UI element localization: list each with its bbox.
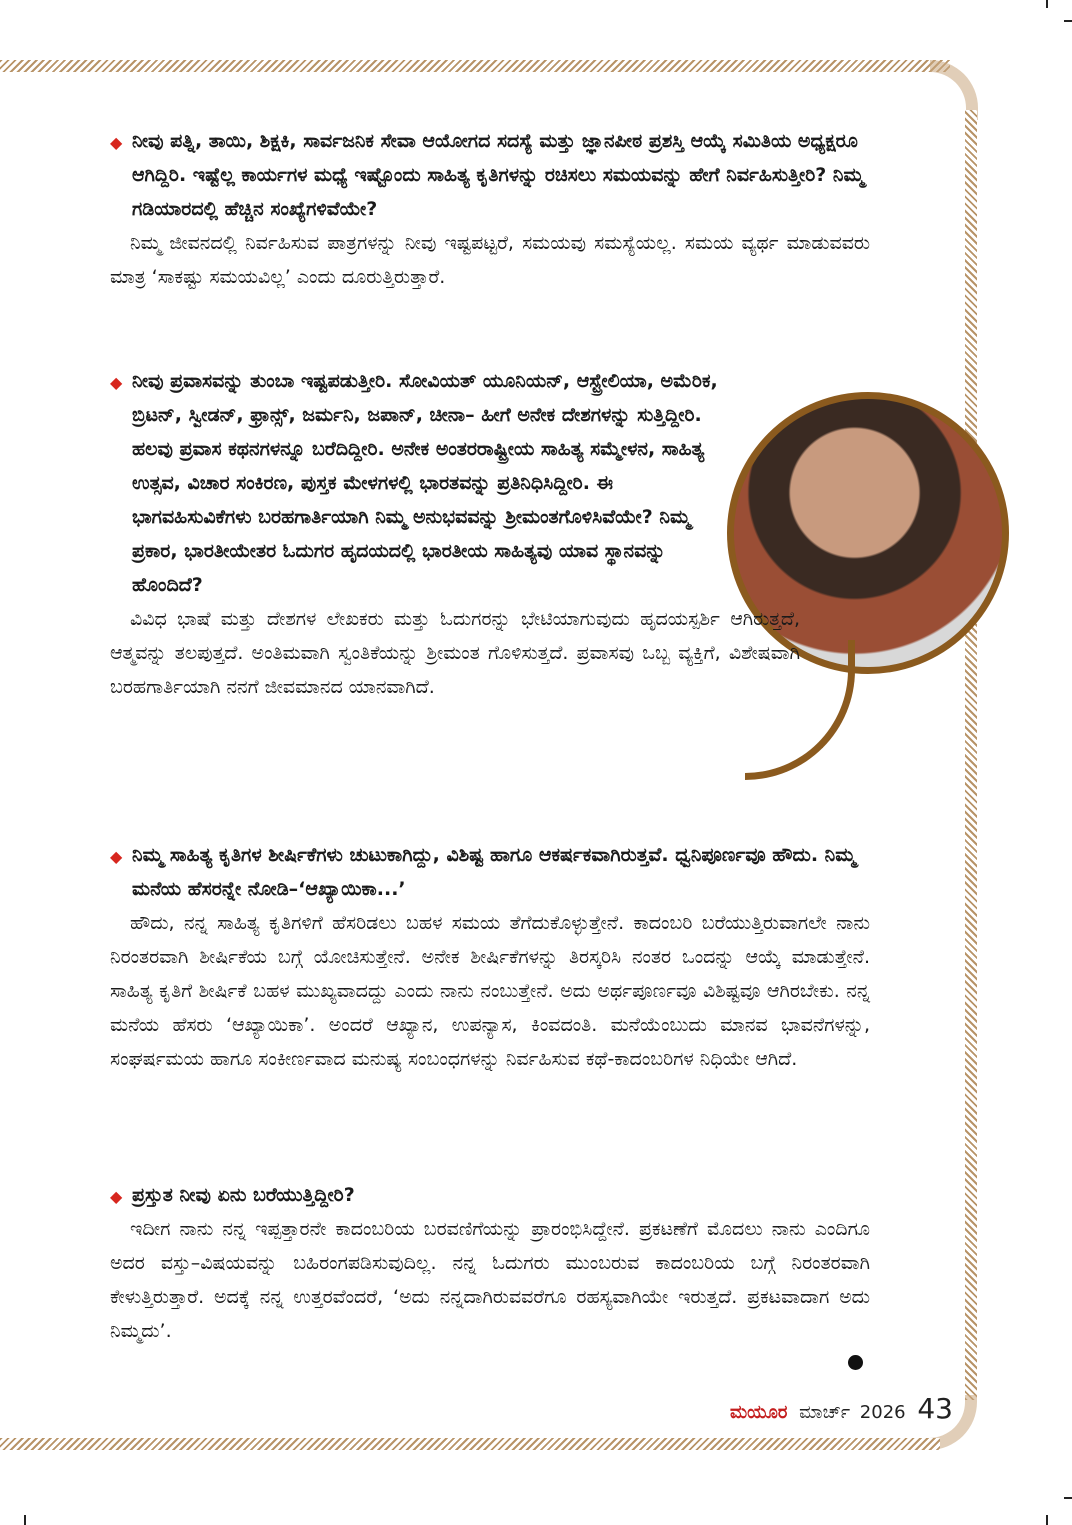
right-hatched-border [965,110,977,1400]
qa-section-4 [110,1178,870,1348]
crop-mark [1064,20,1072,22]
page-number: 43 [917,1392,953,1425]
page-footer [730,1392,953,1425]
answer-4: ಇದೀಗ ನಾನು ನನ್ನ ಇಪ್ಪತ್ತಾರನೇ ಕಾದಂಬರಿಯ ಬರವಣಿಗೆಯನ್ನು ಪ್ರಾರಂಭಿಸಿದ್ದೇನೆ. ಪ್ರಕಟಣೆಗೆ ಮೊದಲು ನಾನು ಎಂದಿಗೂ ಅದರ ವಸ್ತು–ವಿಷಯವನ್ನು ಬಹಿರಂಗಪಡಿಸುವುದಿಲ್ಲ. ನನ್ನ ಓದುಗರು ಮುಂಬರುವ ಕಾದಂಬರಿಯ ಬಗ್ಗೆ ನಿರಂತರವಾಗಿ ಕೇಳುತ್ತಿರುತ್ತಾರೆ. ಅದಕ್ಕೆ ನನ್ನ ಉತ್ತರವೆಂದರೆ, ‘ಅದು ನನ್ನದಾಗಿರುವವರೆಗೂ ರಹಸ್ಯವಾಗಿಯೇ ಇರುತ್ತದೆ. ಪ್ರಕಟವಾದಾಗ ಅದು ನಿಮ್ಮದು’. [110,1218,870,1342]
crop-mark [1046,0,1048,8]
answer-3: ಹೌದು, ನನ್ನ ಸಾಹಿತ್ಯ ಕೃತಿಗಳಿಗೆ ಹೆಸರಿಡಲು ಬಹಳ ಸಮಯ ತೆಗೆದುಕೊಳ್ಳುತ್ತೇನೆ. ಕಾದಂಬರಿ ಬರೆಯುತ್ತಿರುವಾಗಲೇ ನಾನು ನಿರಂತರವಾಗಿ ಶೀರ್ಷಿಕೆಯ ಬಗ್ಗೆ ಯೋಚಿಸುತ್ತೇನೆ. ಅನೇಕ ಶೀರ್ಷಿಕೆಗಳನ್ನು ತಿರಸ್ಕರಿಸಿ ನಂತರ ಒಂದನ್ನು ಆಯ್ಕೆ ಮಾಡುತ್ತೇನೆ. ಸಾಹಿತ್ಯ ಕೃತಿಗೆ ಶೀರ್ಷಿಕೆ ಬಹಳ ಮುಖ್ಯವಾದದ್ದು ಎಂದು ನಾನು ನಂಬುತ್ತೇನೆ. ಅದು ಅರ್ಥಪೂರ್ಣವೂ ವಿಶಿಷ್ಟವೂ ಆಗಿರಬೇಕು. ನನ್ನ ಮನೆಯ ಹೆಸರು ‘ಆಖ್ಯಾಯಿಕಾ’. ಅಂದರೆ ಆಖ್ಯಾನ, ಉಪನ್ಯಾಸ, ಕಿಂವದಂತಿ. ಮನೆಯೆಂಬುದು ಮಾನವ ಭಾವನೆಗಳನ್ನು, ಸಂಘರ್ಷಮಯ ಹಾಗೂ ಸಂಕೀರ್ಣವಾದ ಮನುಷ್ಯ ಸಂಬಂಧಗಳನ್ನು ನಿರ್ವಹಿಸುವ ಕಥೆ-ಕಾದಂಬರಿಗಳ ನಿಧಿಯೇ ಆಗಿದೆ. [110,912,870,1070]
end-of-article-dot [848,1355,863,1370]
diamond-bullet-icon: ◆ [110,133,123,152]
qa-section-1 [110,124,870,294]
qa-section-2 [110,364,870,704]
answer-2: ವಿವಿಧ ಭಾಷೆ ಮತ್ತು ದೇಶಗಳ ಲೇಖಕರು ಮತ್ತು ಓದುಗರನ್ನು ಭೇಟಿಯಾಗುವುದು ಹೃದಯಸ್ಪರ್ಶಿ ಆಗಿರುತ್ತದೆ, ಆತ್ಮವನ್ನು ತಲಪುತ್ತದೆ. ಅಂತಿಮವಾಗಿ ಸ್ವಂತಿಕೆಯನ್ನು ಶ್ರೀಮಂತ ಗೊಳಿಸುತ್ತದೆ. ಪ್ರವಾಸವು ಒಬ್ಬ ವ್ಯಕ್ತಿಗೆ, ವಿಶೇಷವಾಗಿ ಬರಹಗಾರ್ತಿಯಾಗಿ ನನಗೆ ಜೀವಮಾನದ ಯಾನವಾಗಿದೆ. [110,608,800,698]
diamond-bullet-icon: ◆ [110,373,123,392]
crop-mark [24,1515,26,1525]
question-4 [110,1178,870,1212]
qa-section-3 [110,838,870,1076]
question-3 [110,838,870,906]
question-1 [110,124,870,226]
question-text: ನೀವು ಪತ್ನಿ, ತಾಯಿ, ಶಿಕ್ಷಕಿ, ಸಾರ್ವಜನಿಕ ಸೇವಾ ಆಯೋಗದ ಸದಸ್ಯೆ ಮತ್ತು ಜ್ಞಾನಪೀಠ ಪ್ರಶಸ್ತಿ ಆಯ್ಕೆ ಸಮಿತಿಯ ಅಧ್ಯಕ್ಷರೂ ಆಗಿದ್ದಿರಿ. ಇಷ್ಟೆಲ್ಲ ಕಾರ್ಯಗಳ ಮಧ್ಯೆ ಇಷ್ಟೊಂದು ಸಾಹಿತ್ಯ ಕೃತಿಗಳನ್ನು ರಚಿಸಲು ಸಮಯವನ್ನು ಹೇಗೆ ನಿರ್ವಹಿಸುತ್ತೀರಿ? ನಿಮ್ಮ ಗಡಿಯಾರದಲ್ಲಿ ಹೆಚ್ಚಿನ ಸಂಖ್ಯೆಗಳಿವೆಯೇ? [132,130,865,220]
bottom-hatched-border [0,1438,940,1450]
magazine-brand: ಮಯೂರ [730,1402,788,1423]
question-text: ನೀವು ಪ್ರವಾಸವನ್ನು ತುಂಬಾ ಇಷ್ಟಪಡುತ್ತೀರಿ. ಸೋವಿಯತ್ ಯೂನಿಯನ್, ಆಸ್ಟ್ರೇಲಿಯಾ, ಅಮೆರಿಕ, ಬ್ರಿಟನ್, ಸ್ವೀಡನ್, ಫ್ರಾನ್ಸ್, ಜರ್ಮನಿ, ಜಪಾನ್, ಚೀನಾ– ಹೀಗೆ ಅನೇಕ ದೇಶಗಳನ್ನು ಸುತ್ತಿದ್ದೀರಿ. ಹಲವು ಪ್ರವಾಸ ಕಥನಗಳನ್ನೂ ಬರೆದಿದ್ದೀರಿ. ಅನೇಕ ಅಂತರರಾಷ್ಟ್ರೀಯ ಸಾಹಿತ್ಯ ಸಮ್ಮೇಳನ, ಸಾಹಿತ್ಯ ಉತ್ಸವ, ವಿಚಾರ ಸಂಕಿರಣ, ಪುಸ್ತಕ ಮೇಳಗಳಲ್ಲಿ ಭಾರತವನ್ನು ಪ್ರತಿನಿಧಿಸಿದ್ದೀರಿ. ಈ ಭಾಗವಹಿಸುವಿಕೆಗಳು ಬರಹಗಾರ್ತಿಯಾಗಿ ನಿಮ್ಮ ಅನುಭವವನ್ನು ಶ್ರೀಮಂತಗೊಳಿಸಿವೆಯೇ? ನಿಮ್ಮ ಪ್ರಕಾರ, ಭಾರತೀಯೇತರ ಓದುಗರ ಹೃದಯದಲ್ಲಿ ಭಾರತೀಯ ಸಾಹಿತ್ಯವು ಯಾವ ಸ್ಥಾನವನ್ನು ಹೊಂದಿದೆ? [132,370,718,596]
issue-year: 2026 [859,1402,906,1423]
issue-month: ಮಾರ್ಚ್ [799,1402,851,1423]
question-text: ಪ್ರಸ್ತುತ ನೀವು ಏನು ಬರೆಯುತ್ತಿದ್ದೀರಿ? [132,1184,355,1206]
answer-1: ನಿಮ್ಮ ಜೀವನದಲ್ಲಿ ನಿರ್ವಹಿಸುವ ಪಾತ್ರಗಳನ್ನು ನೀವು ಇಷ್ಟಪಟ್ಟರೆ, ಸಮಯವು ಸಮಸ್ಯೆಯಲ್ಲ. ಸಮಯ ವ್ಯರ್ಥ ಮಾಡುವವರು ಮಾತ್ರ ‘ಸಾಕಷ್ಟು ಸಮಯವಿಲ್ಲ’ ಎಂದು ದೂರುತ್ತಿರುತ್ತಾರೆ. [110,232,870,288]
diamond-bullet-icon: ◆ [110,1187,123,1206]
crop-mark [1064,1497,1072,1499]
diamond-bullet-icon: ◆ [110,847,123,866]
crop-mark [1046,1515,1048,1525]
top-hatched-border [0,60,950,72]
question-text: ನಿಮ್ಮ ಸಾಹಿತ್ಯ ಕೃತಿಗಳ ಶೀರ್ಷಿಕೆಗಳು ಚುಟುಕಾಗಿದ್ದು, ವಿಶಿಷ್ಟ ಹಾಗೂ ಆಕರ್ಷಕವಾಗಿರುತ್ತವೆ. ಧ್ವನಿಪೂರ್ಣವೂ ಹೌದು. ನಿಮ್ಮ ಮನೆಯ ಹೆಸರನ್ನೇ ನೋಡಿ–‘ಆಖ್ಯಾಯಿಕಾ...’ [132,844,856,900]
question-2 [110,364,732,602]
